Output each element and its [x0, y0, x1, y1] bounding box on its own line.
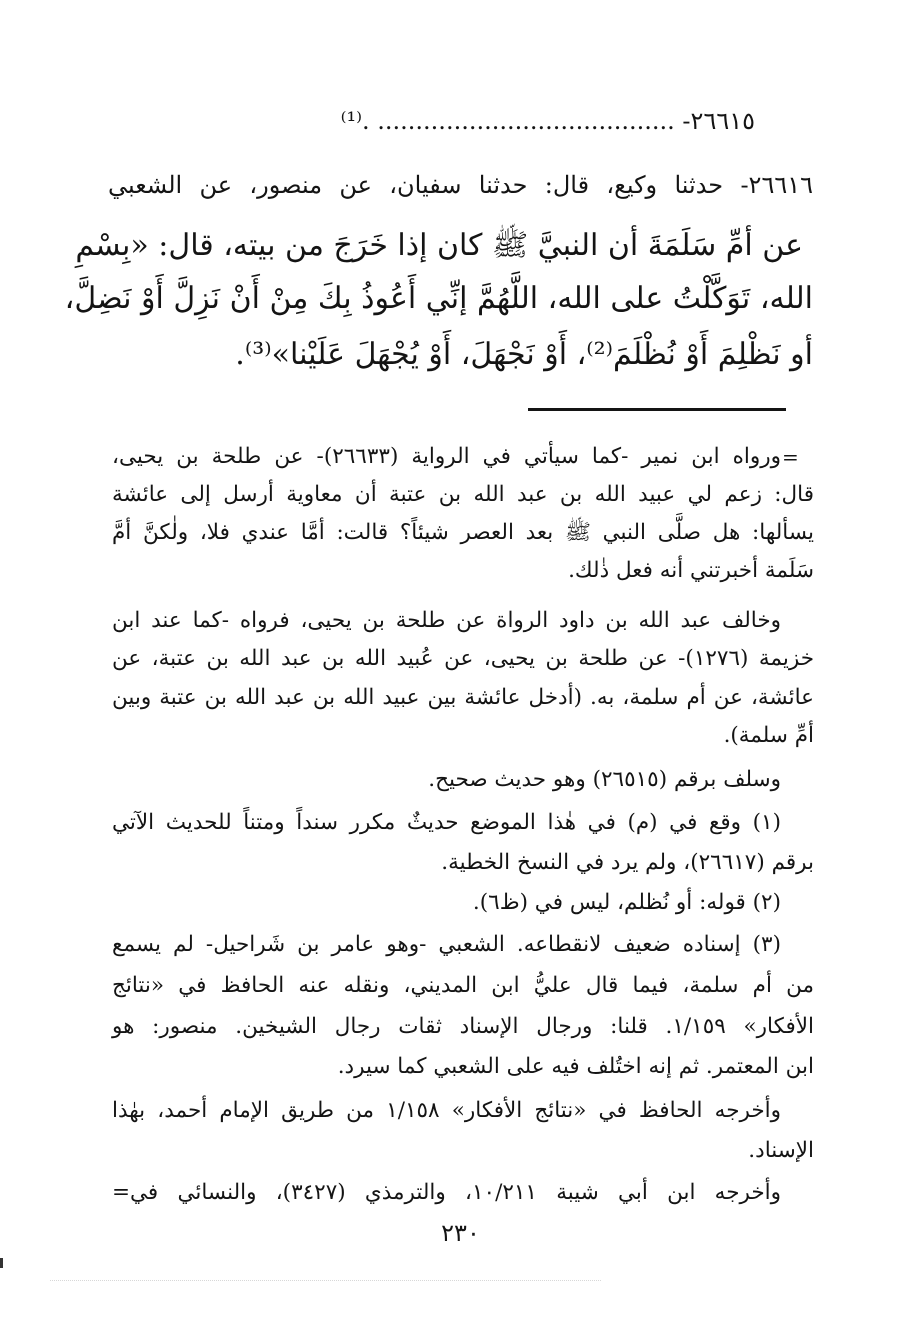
footnote-3-line: وأخرجه الحافظ في «نتائج الأفكار» ١/١٥٨ من طريق الإمام أحمد، بهٰذا — [112, 1098, 781, 1123]
hadith-text-line: أو نَظْلِمَ أَوْ نُظْلَمَ⁽²⁾، أَوْ نَجْهَلَ، أَوْ يُجْهَلَ عَلَيْنا»⁽³⁾. — [235, 337, 813, 372]
footnote-line: سَلَمة أخبرتني أنه فعل ذٰلك. — [568, 558, 814, 583]
footnote-line: خزيمة (١٢٧٦)- عن طلحة بن يحيى، عن عُبيد الله بن عبد الله بن عتبة، عن — [112, 646, 814, 671]
footnote-1-line: برقم (٢٦٦١٧)، ولم يرد في النسخ الخطية. — [441, 850, 814, 875]
continuation-mark: = — [782, 445, 799, 469]
page-number: ٢٣٠ — [441, 1219, 480, 1247]
footnote-3-line: الإسناد. — [748, 1138, 814, 1163]
hadith-26616-intro: ٢٦٦١٦- حدثنا وكيع، قال: حدثنا سفيان، عن منصور، عن الشعبي — [108, 171, 813, 199]
footnote-3-line: (٣) إسناده ضعيف لانقطاعه. الشعبي -وهو عامر بن شَراحيل- لم يسمع — [112, 932, 781, 957]
footnote-line: عائشة، عن أم سلمة، به. (أدخل عائشة بين عبيد الله بن عبد الله بن عتبة وبين — [112, 685, 814, 710]
footnote-line: يسألها: هل صلَّى النبي ﷺ بعد العصر شيئاً؟ قالت: أمَّا عندي فلا، ولٰكنَّ أمَّ — [112, 520, 814, 545]
footnote-1-line: (١) وقع في (م) في هٰذا الموضع حديثٌ مكرر سنداً ومتناً للحديث الآتي — [112, 810, 781, 835]
scan-margin-mark — [0, 1258, 3, 1268]
footnote-2-line: (٢) قوله: أو نُظلم، ليس في (ظ٦). — [472, 890, 781, 915]
footnote-line: قال: زعم لي عبيد الله بن عبد الله بن عتبة أن معاوية أرسل إلى عائشة — [112, 482, 814, 507]
footnote-3-line: ابن المعتمر. ثم إنه اختُلف فيه على الشعبي كما سيرد. — [337, 1054, 814, 1079]
footnote-3-line: وأخرجه ابن أبي شيبة ١٠/٢١١، والترمذي (٣٤٢٧)، والنسائي في= — [112, 1180, 781, 1205]
hadith-26615-line: ٢٦٦١٥- ....................................... .⁽¹⁾ — [340, 107, 755, 135]
hadith-text-line: الله، تَوَكَّلْتُ على الله، اللَّهُمَّ إنِّي أَعُوذُ بِكَ مِنْ أَنْ نَزِلَّ أَوْ نَضِلَّ، — [64, 281, 813, 316]
footnote-3-line: الأفكار» ١/١٥٩. قلنا: ورجال الإسناد ثقات رجال الشيخين. منصور: هو — [112, 1014, 814, 1039]
footnote-line: وسلف برقم (٢٦٥١٥) وهو حديث صحيح. — [428, 767, 781, 792]
footnote-separator — [528, 408, 786, 411]
footnote-line: أمِّ سلمة). — [723, 723, 814, 748]
footnote-line: ورواه ابن نمير -كما سيأتي في الرواية (٢٦٦٣٣)- عن طلحة بن يحيى، — [112, 444, 781, 469]
footnote-3-line: من أم سلمة، فيما قال عليُّ ابن المديني، ونقله عنه الحافظ في «نتائج — [112, 973, 814, 998]
hadith-text-line: عن أمِّ سَلَمَةَ أن النبيَّ ﷺ كان إذا خَرَجَ من بيته، قال: «بِسْمِ — [75, 228, 803, 263]
scan-artifact — [50, 1280, 601, 1283]
footnote-line: وخالف عبد الله بن داود الرواة عن طلحة بن يحيى، فرواه -كما عند ابن — [112, 608, 781, 633]
